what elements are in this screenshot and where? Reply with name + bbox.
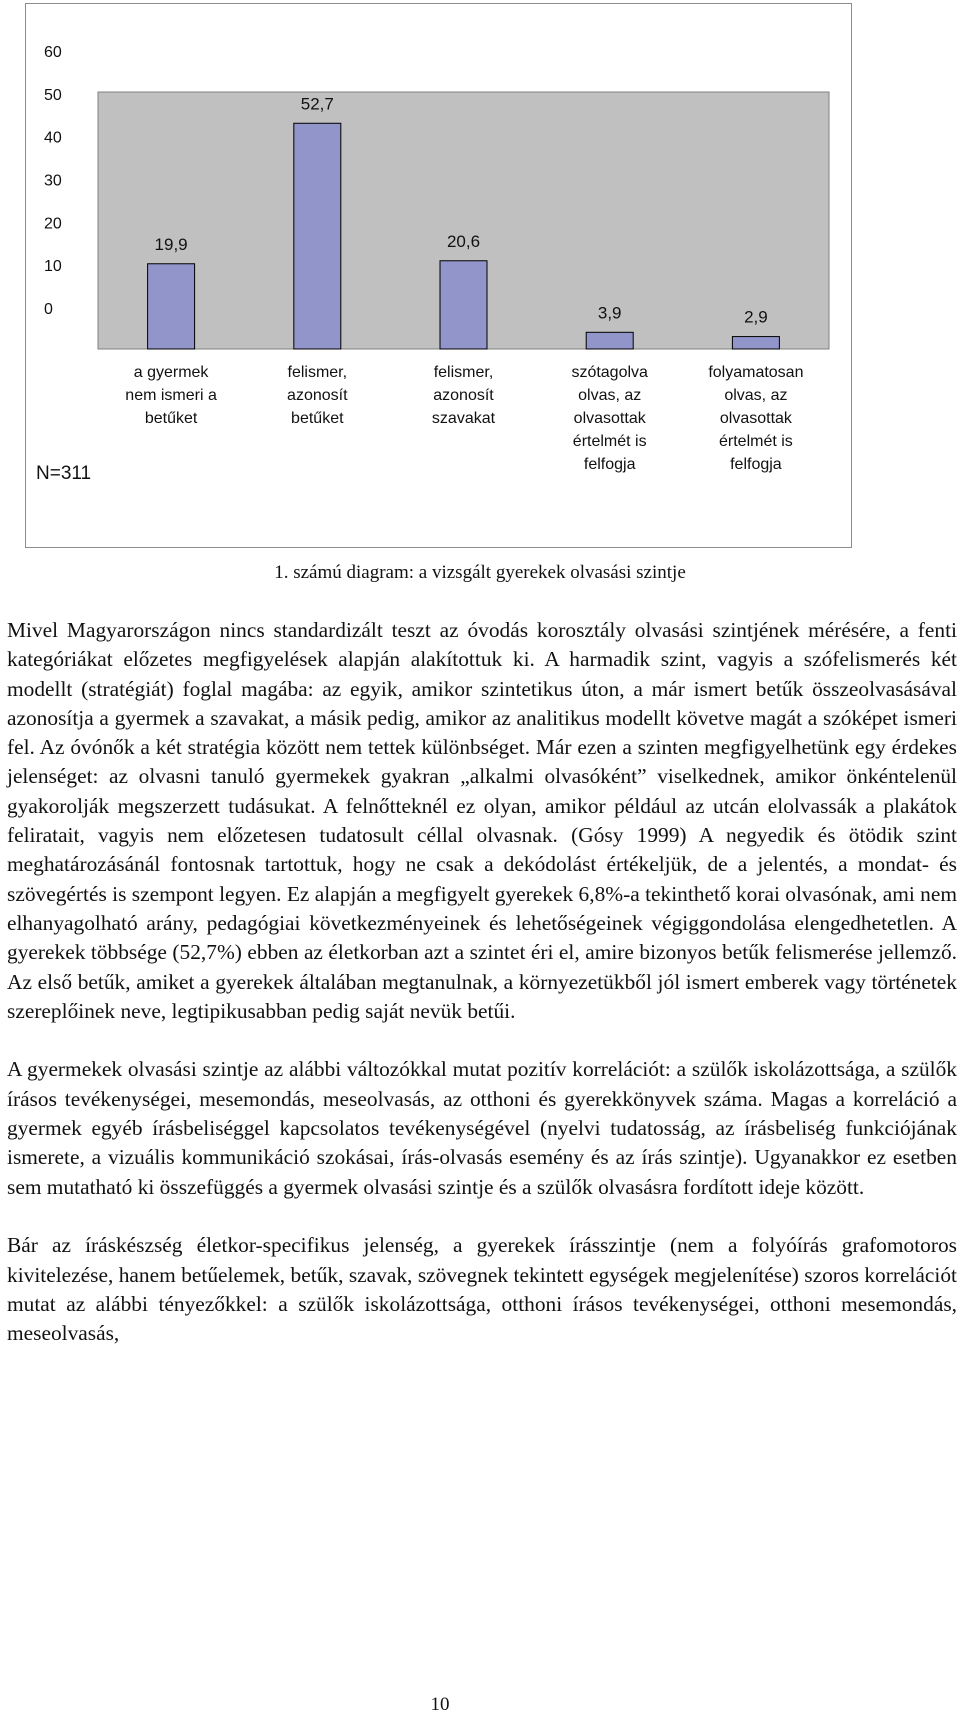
sample-size-note: N=311	[36, 463, 92, 484]
bar	[586, 332, 633, 349]
x-category-label: felfogja	[583, 456, 636, 473]
y-tick-label: 10	[44, 258, 62, 276]
x-category-label: betűket	[144, 410, 198, 427]
bar-value-label: 3,9	[597, 303, 622, 323]
x-category-label: felismer,	[287, 364, 348, 381]
x-category-label: azonosít	[287, 387, 348, 404]
x-category-label: olvas, az	[724, 387, 788, 404]
x-category-label: felfogja	[730, 456, 782, 473]
bar	[440, 261, 487, 349]
bar	[148, 264, 195, 349]
x-category-label: betűket	[291, 410, 344, 427]
chart-caption: 1. számú diagram: a vizsgált gyerekek olvasási szintje	[274, 562, 686, 583]
article-body	[7, 616, 957, 1378]
x-category-label: értelmét is	[572, 433, 647, 450]
x-category-label: felismer,	[433, 364, 494, 381]
x-category-label: azonosít	[433, 387, 494, 404]
y-tick-label: 40	[44, 129, 62, 147]
chart-frame	[25, 3, 852, 548]
paragraph-1: Mivel Magyarországon nincs standardizált teszt az óvodás korosztály olvasási szintjének mérésére, a fenti kategóriákat előzetes megfigyelések alapján alakítottuk ki. A harmadik szint, vagyis a szófelismerés két modellt (stratégiát) foglal magába: az egyik, amikor szintetikus úton, a már ismert betűk összeolvasásával azonosítja a gyermek a szavakat, a másik pedig, amikor az analitikus modellt követve magát a szóképet ismeri fel. Az óvónők a két stratégia között nem tettek különbséget. Már ezen a szinten megfigyelhetünk egy érdekes jelenséget: az olvasni tanuló gyermekek gyakran „alkalmi olvasóként” viselkednek, amikor önkéntelenül gyakorolják megszerzett tudásukat. A felnőtteknél ez olyan, amikor például az utcán elolvassák a plakátok feliratait, vagyis nem előzetesen tudatosult céllal olvasnak. (Gósy 1999) A negyedik és ötödik szint meghatározásánál fontosnak tartottuk, hogy ne csak a dekódolást értékeljük, de a jelentés, a mondat- és szövegértés is szempont legyen. Ez alapján a megfigyelt gyerekek 6,8%-a tekinthető korai olvasónak, ami nem elhanyagolható arány, pedagógiai következményeinek és lehetőségeinek végiggondolása elengedhetetlen. A gyerekek többsége (52,7%) ebben az életkorban azt a szintet éri el, amire bizonyos betűk felismerése jellemző. Az első betűk, amiket a gyerekek általában megtanulnak, a környezetükből jól ismert emberek vagy történetek szereplőinek neve, legtipikusabban pedig saját nevük betűi.	[7, 618, 957, 1023]
y-tick-label: 50	[44, 86, 62, 104]
x-category-label: olvas, az	[578, 387, 642, 404]
bar-value-label: 19,9	[154, 234, 188, 254]
bar-value-label: 20,6	[446, 231, 481, 251]
x-category-label: olvasottak	[719, 410, 792, 427]
x-category-label: folyamatosan	[708, 364, 804, 381]
paragraph-2: A gyermekek olvasási szintje az alábbi változókkal mutat pozitív korrelációt: a szülők iskolázottsága, a szülők írásos tevékenységei, mesemondás, meseolvasás, az otthoni és gyerekkönyvek száma. Magas a korreláció a gyermek egyéb írásbeliséggel kapcsolatos tevékenységével (nyelvi tudatosság, az írásbeliség funkciójának ismerete, a vizuális kommunikáció szokásai, írás-olvasás esemény és az írás szintje). Ugyanakkor ez esetben sem mutatható ki összefüggés a gyermek olvasási szintje és a szülők olvasásra fordított ideje között.	[7, 1057, 957, 1199]
y-tick-label: 30	[44, 172, 62, 190]
x-category-label: szótagolva	[571, 364, 648, 381]
bar-value-label: 52,7	[300, 94, 334, 114]
bar	[732, 337, 779, 349]
x-category-label: olvasottak	[573, 410, 646, 427]
x-category-label: nem ismeri a	[125, 387, 217, 404]
y-tick-label: 20	[44, 215, 62, 233]
x-category-label: szavakat	[431, 410, 496, 427]
page-number: 10	[430, 1694, 450, 1715]
paragraph-3: Bár az íráskészség életkor-specifikus jelenség, a gyerekek írásszintje (nem a folyóírás grafomotoros kivitelezése, hanem betűelemek, betűk, szavak, szövegnek tekintett egységek megjelenítése) szoros korrelációt mutat az alábbi tényezőkkel: a szülők iskolázottsága, otthoni írásos tevékenységei, otthoni mesemondás, meseolvasás,	[7, 1233, 957, 1346]
y-tick-label: 0	[44, 301, 53, 318]
reading-level-bar-chart	[26, 4, 851, 547]
y-tick-label: 60	[44, 44, 62, 61]
x-category-label: értelmét is	[719, 433, 793, 450]
bar	[294, 123, 341, 349]
bar-value-label: 2,9	[744, 307, 768, 327]
x-category-label: a gyermek	[133, 364, 209, 381]
